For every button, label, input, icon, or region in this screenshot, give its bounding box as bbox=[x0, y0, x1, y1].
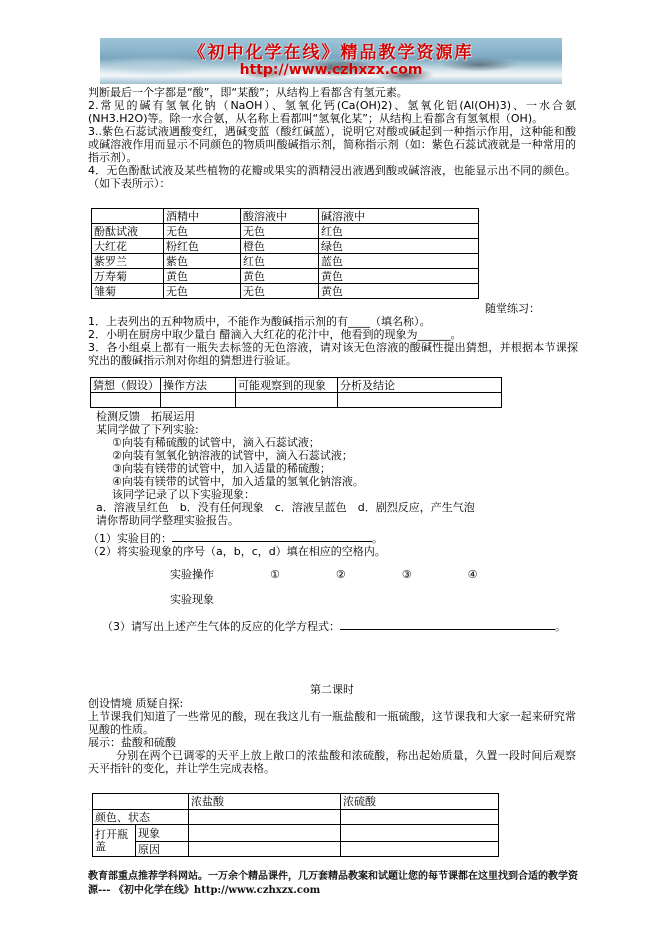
fill-in-blank bbox=[340, 618, 555, 630]
practice-question-3: 3．各小组桌上都有一瓶失去标签的无色溶液，请对该无色溶液的酸碱性提出猜想，并根据本节课探究出的酸碱指示剂对你组的猜想进行验证。 bbox=[88, 341, 578, 367]
phenomena-label: 实验现象 bbox=[170, 593, 214, 606]
table-cell: 紫罗兰 bbox=[92, 254, 164, 269]
lesson2-heading: 创设情境 质疑自探: bbox=[88, 697, 184, 710]
table-cell bbox=[189, 842, 341, 857]
practice-section bbox=[88, 315, 578, 367]
operation-label: 实验操作 bbox=[170, 568, 214, 581]
table-cell: 黄色 bbox=[164, 269, 241, 284]
table-cell: 现象 bbox=[136, 825, 189, 842]
report-question-3: （3）请写出上述产生气体的反应的化学方程式： 。 bbox=[102, 620, 566, 633]
lesson2-paragraph-2: 分别在两个已调零的天平上放上敞口的浓盐酸和浓硫酸，称出起始质量，久置一段时间后观察天平指针的变化，并让学生完成表格。 bbox=[88, 749, 576, 775]
note-line-4: 4．无色酚酞试液及某些植物的花瓣或果实的酒精浸出液遇到酸或碱溶液，也能显示出不同的颜色。（如下表所示）： bbox=[88, 164, 576, 190]
table-row bbox=[92, 269, 479, 284]
experiment-step-3: ③向装有镁带的试管中，加入适量的稀硫酸； bbox=[112, 462, 331, 475]
note-line-1: 判断最后一个字都是“酸”，即“某酸”；从结构上看都含有氢元素。 bbox=[88, 86, 408, 99]
footer-note: 教育部重点推荐学科网站。一万余个精品课件，几万套精品教案和试题让您的每节课都在这里找到合适的教学资源--- 《初中化学在线》http://www.czhxzx.com bbox=[88, 871, 578, 896]
table-cell bbox=[341, 842, 499, 857]
table-cell: 蓝色 bbox=[319, 254, 479, 269]
help-line: 请你帮助同学整理实验报告。 bbox=[96, 514, 239, 527]
table-cell: 大红花 bbox=[92, 239, 164, 254]
operation-item-2: ② bbox=[335, 568, 346, 581]
table-row bbox=[92, 239, 479, 254]
table-cell: 黄色 bbox=[241, 269, 319, 284]
table-row bbox=[92, 284, 479, 299]
table-cell: 酸溶液中 bbox=[241, 209, 319, 224]
table-cell: 猜想（假设） bbox=[91, 378, 161, 393]
lesson2-title: 第二课时 bbox=[310, 683, 354, 696]
operation-item-1: ① bbox=[270, 568, 280, 581]
table-cell: 红色 bbox=[241, 254, 319, 269]
table-row bbox=[93, 810, 499, 825]
table-cell bbox=[341, 810, 499, 825]
note-line-3: 3..紫色石蕊试液遇酸变红，遇碱变蓝（酸红碱蓝），说明它对酸或碱起到一种指示作用，这种能和酸或碱溶液作用而显示不同颜色的物质叫酸碱指示剂，简称指示剂（如：紫色石蕊试液就是一种常用的指示剂）。 bbox=[88, 125, 576, 164]
operation-item-4: ④ bbox=[467, 568, 478, 581]
table-cell: 无色 bbox=[241, 224, 319, 239]
table-cell bbox=[236, 393, 338, 408]
hypothesis-table bbox=[90, 377, 502, 408]
table-cell bbox=[93, 794, 189, 810]
note-line-2: 2.常见的碱有氢氧化钠（NaOH）、氢氧化钙(Ca(OH)2)、氢氧化铝(Al(OH)3)、一水合氨(NH3.H2O)等。除一水合氨，从名称上看都叫“氢氧化某”；从结构上看都含有氢氧根（OH)。 bbox=[88, 99, 576, 125]
table-cell: 橙色 bbox=[241, 239, 319, 254]
table-cell bbox=[341, 825, 499, 842]
table-row bbox=[93, 825, 499, 842]
table-cell bbox=[92, 209, 164, 224]
table-row bbox=[91, 393, 502, 408]
table-header-row bbox=[91, 378, 502, 393]
table-row bbox=[92, 224, 479, 239]
experiment-phenomena-row bbox=[170, 593, 578, 606]
table-cell bbox=[189, 810, 341, 825]
practice-question-1: 1．上表列出的五种物质中，不能作为酸碱指示剂的有____（填名称）。 bbox=[88, 315, 431, 328]
table-cell: 酒精中 bbox=[164, 209, 241, 224]
table-row bbox=[92, 254, 479, 269]
table-cell: 黄色 bbox=[319, 269, 479, 284]
experiment-step-4: ④向装有镁带的试管中，加入适量的氢氧化钠溶液。 bbox=[112, 475, 364, 488]
lesson2-paragraph-1: 上节课我们知道了一些常见的酸，现在我这儿有一瓶盐酸和一瓶硫酸，这节课我和大家一起来研究常见酸的性质。 bbox=[88, 710, 576, 736]
feedback-intro: 某同学做了下列实验: bbox=[96, 423, 199, 436]
notes-section bbox=[88, 86, 576, 190]
table-cell: 酚酞试液 bbox=[92, 224, 164, 239]
lesson2-display-line: 展示：盐酸和硫酸 bbox=[88, 736, 176, 749]
practice-question-2: 2．小明在厨房中取少量白 醋滴入大红花的花汁中，他看到的现象为______。 bbox=[88, 328, 462, 341]
table-cell: 可能观察到的现象 bbox=[236, 378, 338, 393]
banner-title: 《初中化学在线》精品教学资源库 bbox=[188, 43, 474, 63]
table-cell: 打开瓶盖 bbox=[93, 825, 136, 857]
table-cell: 雏菊 bbox=[92, 284, 164, 299]
observations-line: a．溶液呈红色 b．没有任何现象 c．溶液呈蓝色 d．剧烈反应，产生气泡 bbox=[96, 501, 475, 514]
table-cell: 无色 bbox=[241, 284, 319, 299]
table-cell: 黄色 bbox=[319, 284, 479, 299]
record-intro: 该同学记录了以下实验现象： bbox=[112, 488, 255, 501]
question-3-label: （3）请写出上述产生气体的反应的化学方程式： bbox=[102, 620, 340, 633]
acid-comparison-table bbox=[92, 793, 499, 857]
experiment-step-1: ①向装有稀硫酸的试管中，滴入石蕊试液； bbox=[112, 436, 320, 449]
lesson2-section bbox=[88, 683, 576, 775]
table-cell: 无色 bbox=[164, 284, 241, 299]
practice-heading: 随堂练习： bbox=[485, 302, 540, 315]
table-cell bbox=[189, 825, 341, 842]
fill-in-blank bbox=[172, 530, 372, 542]
table-cell: 紫色 bbox=[164, 254, 241, 269]
table-row bbox=[93, 842, 499, 857]
operation-item-3: ③ bbox=[401, 568, 412, 581]
banner-url-link[interactable]: http://www.czhxzx.com bbox=[239, 62, 423, 78]
table-cell: 分析及结论 bbox=[338, 378, 502, 393]
report-question-1: （1）实验目的： 。 bbox=[88, 532, 383, 545]
feedback-section bbox=[88, 410, 578, 633]
table-cell: 万寿菊 bbox=[92, 269, 164, 284]
table-header-row bbox=[93, 794, 499, 810]
table-cell: 碱溶液中 bbox=[319, 209, 479, 224]
table-cell: 无色 bbox=[164, 224, 241, 239]
question-1-label: （1）实验目的： bbox=[88, 532, 172, 545]
table-cell bbox=[161, 393, 236, 408]
table-cell: 浓硫酸 bbox=[341, 794, 499, 810]
table-header-row bbox=[92, 209, 479, 224]
table-cell: 原因 bbox=[136, 842, 189, 857]
table-cell bbox=[91, 393, 161, 408]
table-cell: 浓盐酸 bbox=[189, 794, 341, 810]
table-cell: 颜色、状态 bbox=[93, 810, 189, 825]
table-cell: 绿色 bbox=[319, 239, 479, 254]
table-cell: 粉红色 bbox=[164, 239, 241, 254]
table-cell bbox=[338, 393, 502, 408]
site-banner bbox=[100, 38, 562, 84]
report-question-2: （2）将实验现象的序号（a，b，c，d）填在相应的空格内。 bbox=[88, 545, 386, 558]
feedback-heading: 检测反馈 拓展运用 bbox=[96, 410, 195, 423]
table-cell: 操作方法 bbox=[161, 378, 236, 393]
experiment-operation-row bbox=[170, 568, 578, 581]
experiment-step-2: ②向装有氢氧化钠溶液的试管中，滴入石蕊试液； bbox=[112, 449, 353, 462]
table-cell: 红色 bbox=[319, 224, 479, 239]
indicator-color-table bbox=[91, 208, 479, 299]
